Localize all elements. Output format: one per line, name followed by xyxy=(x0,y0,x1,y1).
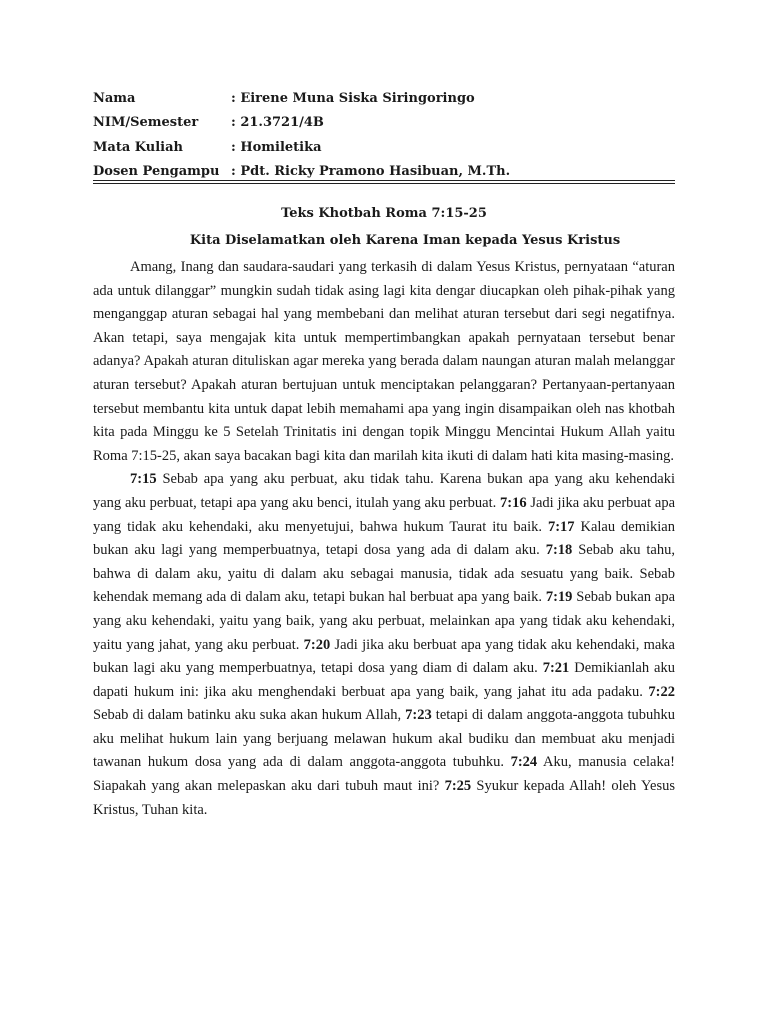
verse-number: 7:15 xyxy=(130,471,157,488)
info-value: : Homiletika xyxy=(231,139,322,155)
verse-text: Sebab di dalam batinku aku suka akan hukum Allah, xyxy=(93,707,406,724)
header-divider xyxy=(93,180,675,184)
student-info-table xyxy=(93,86,675,184)
sermon-theme-title: Kita Diselamatkan oleh Karena Iman kepada Yesus Kristus xyxy=(189,233,621,248)
verse-text: Sebab bukan apa yang aku kehendaki, yaitu yang baik, yang aku perbuat, melainkan apa yang tidak aku kehendaki, yaitu yang jahat, yang aku perbuat. xyxy=(93,589,676,653)
info-row-name xyxy=(93,86,675,111)
verse-text: Jadi jika aku berbuat apa yang tidak aku kehendaki, maka bukan lagi aku yang memperbuatnya, tetapi dosa yang diam di dalam aku. xyxy=(93,636,675,677)
sermon-body xyxy=(93,256,675,822)
verse-number: 7:21 xyxy=(542,660,570,677)
scripture-paragraph xyxy=(93,468,675,822)
info-value: : Pdt. Ricky Pramono Hasibuan, M.Th. xyxy=(231,164,511,180)
verse-number: 7:24 xyxy=(510,754,538,771)
verse-number: 7:19 xyxy=(545,589,573,606)
info-value: : 21.3721/4B xyxy=(231,115,324,131)
info-label: Mata Kuliah xyxy=(93,139,183,155)
verse-number: 7:18 xyxy=(545,542,573,559)
verse-text: Demikianlah aku dapati hukum ini: jika aku menghendaki berbuat apa yang baik, yang jahat itu ada padaku. xyxy=(93,660,675,700)
verse-text: Sebab apa yang aku perbuat, aku tidak tahu. Karena bukan apa yang aku kehendaki yang aku perbuat, tetapi apa yang aku benci, itulah yang aku perbuat. xyxy=(93,471,675,511)
verse-number: 7:23 xyxy=(405,707,432,724)
sermon-text-title: Teks Khotbah Roma 7:15-25 xyxy=(281,206,487,221)
verse-text: Sebab aku tahu, bahwa di dalam aku, yaitu di dalam aku sebagai manusia, tidak ada sesuatu yang baik. Sebab kehendak memang ada di dalam aku, tetapi bukan hal berbuat apa yang baik. xyxy=(93,542,675,606)
verse-text: tetapi di dalam anggota-anggota tubuhku aku melihat hukum lain yang berjuang melawan hukum akal budiku dan membuat aku menjadi tawanan hukum dosa yang ada di dalam anggota-anggota tubuhku. xyxy=(93,707,675,771)
verse-number: 7:16 xyxy=(500,494,527,511)
intro-paragraph: Amang, Inang dan saudara-saudari yang terkasih di dalam Yesus Kristus, pernyataan “aturan ada untuk dilanggar” mungkin sudah tidak asing lagi kita dengar diucapkan oleh pihak-pihak yang menganggap aturan sebagai hal yang membebani dan melihat aturan tersebut dari segi negatifnya. Akan tetapi, saya mengajak kita untuk mempertimbangkan apakah pernyataan tersebut benar adanya? Apakah aturan dituliskan agar mereka yang berada dalam naungan aturan malah melanggar aturan tersebut? Apakah aturan bertujuan untuk menciptakan pelanggaran? Pertanyaan-pertanyaan tersebut membantu kita untuk dapat lebih memahami apa yang ingin disampaikan oleh nas khotbah kita pada Minggu ke 5 Setelah Trinitatis ini dengan topik Minggu Mencintai Hukum Allah yaitu Roma 7:15-25, akan saya bacakan bagi kita dan marilah kita ikuti di dalam hati kita masing-masing. xyxy=(93,259,675,464)
info-label: NIM/Semester xyxy=(93,115,199,131)
info-label: Nama xyxy=(93,90,136,106)
info-row-nim xyxy=(93,111,675,136)
verse-text: Syukur kepada Allah! oleh Yesus Kristus, Tuhan kita. xyxy=(93,778,675,818)
info-label: Dosen Pengampu xyxy=(93,164,220,180)
verse-number: 7:25 xyxy=(444,778,472,795)
verse-text: Kalau demikian bukan aku lagi yang memperbuatnya, tetapi dosa yang ada di dalam aku. xyxy=(93,518,675,559)
verse-text: Aku, manusia celaka! Siapakah yang akan melepaskan aku dari tubuh maut ini? xyxy=(93,754,676,795)
verse-number: 7:20 xyxy=(303,636,331,653)
verse-text: Jadi jika aku perbuat apa yang tidak aku kehendaki, aku menyetujui, bahwa hukum Taurat itu baik. xyxy=(93,494,675,535)
info-value: : Eirene Muna Siska Siringoringo xyxy=(231,90,475,106)
verse-number: 7:22 xyxy=(648,683,675,700)
info-row-course xyxy=(93,135,675,160)
verse-number: 7:17 xyxy=(547,518,575,535)
